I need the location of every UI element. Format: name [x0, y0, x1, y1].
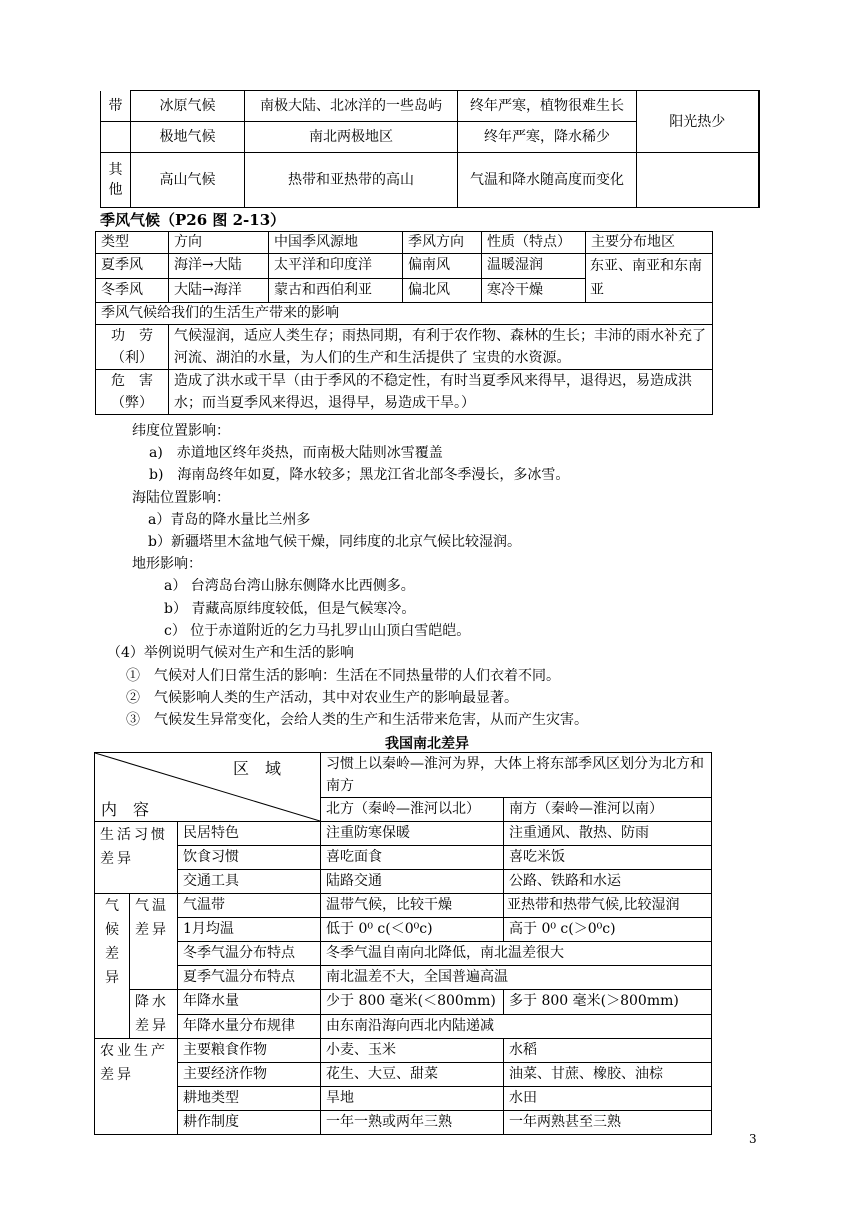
south-header: 南方（秦岭—淮河以南）: [504, 798, 712, 822]
sea-title: 海陆位置影响：: [132, 490, 230, 506]
south-value: 一年两熟甚至三熟: [504, 1111, 712, 1135]
group-cell: [101, 122, 131, 153]
terrain-title: 地形影响：: [132, 556, 202, 572]
table-cell: 偏南风: [403, 254, 482, 279]
item-label: 年降水量: [178, 990, 321, 1015]
north-value: 喜吃面食: [321, 846, 504, 870]
group-life: 生活习惯差异: [95, 822, 178, 894]
header-cell: 类型: [96, 232, 169, 254]
item-label: 年降水量分布规律: [178, 1014, 321, 1039]
list-item-3: ③ 气候发生异常变化，会给人类的生产和生活带来危害，从而产生灾害。: [126, 712, 588, 728]
region-label: 区 域: [233, 759, 282, 778]
group-precipitation: 降水差异: [130, 990, 178, 1039]
climate-feature: 终年严寒，植物很难生长: [458, 91, 637, 122]
item-label: 民居特色: [178, 822, 321, 846]
north-value: 注重防寒保暖: [321, 822, 504, 846]
climate-name: 高山气候: [131, 153, 245, 208]
terrain-item-b: b） 青藏高原纬度较低，但是气候寒冷。: [164, 601, 416, 617]
terrain-item-a: a） 台湾岛台湾山脉东侧降水比西侧多。: [164, 578, 415, 594]
item-label: 夏季气温分布特点: [178, 966, 321, 990]
table-cell: 海洋→大陆: [169, 254, 269, 279]
item-label: 饮食习惯: [178, 846, 321, 870]
harm-text: 造成了洪水或干旱（由于季风的不稳定性，有时当夏季风来得早，退得迟，易造成洪水；而当夏季风来得迟，退得早，易造成干旱。）: [169, 370, 713, 415]
table-cell: 偏北风: [403, 278, 482, 303]
item-label: 气温带: [178, 894, 321, 918]
group-agriculture: 农业生产差异: [95, 1039, 178, 1135]
climate-feature: 终年严寒，降水稀少: [458, 122, 637, 153]
item-label: 主要经济作物: [178, 1063, 321, 1087]
table-cell: 大陆→海洋: [169, 278, 269, 303]
south-value: 水田: [504, 1087, 712, 1111]
south-value: 高于 0⁰ c(＞0⁰c): [504, 918, 712, 942]
table-cell: 蒙古和西伯利亚: [269, 278, 403, 303]
north-value: 温带气候，比较干燥: [321, 894, 504, 918]
page-number: 3: [749, 1132, 757, 1146]
section-4-heading: （4）举例说明气候对生产和生活的影响: [107, 645, 354, 661]
north-value: 花生、大豆、甜菜: [321, 1063, 504, 1087]
north-value: 低于 0⁰ c(＜0⁰c): [321, 918, 504, 942]
north-south-table: [94, 752, 712, 1135]
item-label: 1月均温: [178, 918, 321, 942]
header-cell: 性质（特点）: [482, 232, 586, 254]
list-item-2: ② 气候影响人类的生产活动，其中对农业生产的影响最显著。: [126, 690, 518, 706]
benefit-text: 气候湿润，适应人类生存；雨热同期，有利于农作物、森林的生长；丰沛的雨水补充了河流、湖泊的水量，为人们的生产和生活提供了 宝贵的水资源。: [169, 325, 713, 370]
climate-region: 南极大陆、北冰洋的一些岛屿: [245, 91, 458, 122]
latitude-title: 纬度位置影响：: [132, 423, 230, 439]
header-cell: 方向: [169, 232, 269, 254]
header-cell: 主要分布地区: [586, 232, 713, 254]
empty-cell: [637, 153, 759, 208]
north-value: 旱地: [321, 1087, 504, 1111]
table-cell: 太平洋和印度洋: [269, 254, 403, 279]
table-cell: 寒冷干燥: [482, 278, 586, 303]
item-label: 冬季气温分布特点: [178, 942, 321, 966]
item-label: 交通工具: [178, 870, 321, 894]
monsoon-heading: 季风气候（P26 图 2-13）: [100, 211, 286, 229]
monsoon-table: [95, 231, 713, 415]
south-value: 喜吃米饭: [504, 846, 712, 870]
list-item-1: ① 气候对人们日常生活的影响：生活在不同热量带的人们衣着不同。: [126, 668, 560, 684]
item-label: 耕作制度: [178, 1111, 321, 1135]
shared-value: 由东南沿海向西北内陆递减: [321, 1014, 712, 1039]
climate-feature: 气温和降水随高度而变化: [458, 153, 637, 208]
north-header: 北方（秦岭—淮河以北）: [321, 798, 504, 822]
climate-region: 南北两极地区: [245, 122, 458, 153]
north-value: 少于 800 毫米(＜800mm): [321, 990, 504, 1015]
group-cell: 其他: [101, 153, 131, 208]
climate-name: 冰原气候: [131, 91, 245, 122]
north-value: 一年一熟或两年三熟: [321, 1111, 504, 1135]
climate-name: 极地气候: [131, 122, 245, 153]
sea-item-a: a）青岛的降水量比兰州多: [148, 512, 311, 528]
terrain-item-c: c） 位于赤道附近的乞力马扎罗山山顶白雪皑皑。: [164, 623, 471, 639]
south-value: 水稻: [504, 1039, 712, 1063]
south-value: 油菜、甘蔗、橡胶、油棕: [504, 1063, 712, 1087]
content-label: 内 容: [101, 800, 150, 819]
climate-cause: 阳光热少: [637, 91, 759, 153]
ns-table-title: 我国南北差异: [385, 736, 469, 752]
header-cell: 中国季风源地: [269, 232, 403, 254]
shared-value: 南北温差不大，全国普遍高温: [321, 966, 712, 990]
south-value: 公路、铁路和水运: [504, 870, 712, 894]
group-temperature: 气温差异: [130, 894, 178, 990]
latitude-item-a: a) 赤道地区终年炎热，而南极大陆则冰雪覆盖: [149, 445, 443, 461]
table-cell: 冬季风: [96, 278, 169, 303]
boundary-text: 习惯上以秦岭—淮河为界，大体上将东部季风区划分为北方和南方: [321, 753, 712, 798]
latitude-item-b: b) 海南岛终年如夏，降水较多；黑龙江省北部冬季漫长，多冰雪。: [149, 467, 570, 483]
benefit-label: 功 劳（利）: [96, 325, 169, 370]
table-cell: 温暖湿润: [482, 254, 586, 279]
header-diagonal-cell: [95, 753, 321, 822]
table-cell: 夏季风: [96, 254, 169, 279]
north-value: 小麦、玉米: [321, 1039, 504, 1063]
item-label: 主要粮食作物: [178, 1039, 321, 1063]
shared-value: 冬季气温自南向北降低，南北温差很大: [321, 942, 712, 966]
south-value: 多于 800 毫米(＞800mm): [504, 990, 712, 1015]
item-label: 耕地类型: [178, 1087, 321, 1111]
impact-title: 季风气候给我们的生活生产带来的影响: [96, 303, 713, 325]
distribution-cell: 东亚、南亚和东南亚: [586, 254, 713, 303]
climate-type-table: [100, 90, 760, 208]
climate-region: 热带和亚热带的高山: [245, 153, 458, 208]
south-value: 注重通风、散热、防雨: [504, 822, 712, 846]
south-value: 亚热带和热带气候,比较湿润: [504, 894, 712, 918]
harm-label: 危 害（弊）: [96, 370, 169, 415]
group-climate: 气候差异: [95, 894, 130, 1039]
header-cell: 季风方向: [403, 232, 482, 254]
group-cell: 带: [101, 91, 131, 122]
north-value: 陆路交通: [321, 870, 504, 894]
sea-item-b: b）新疆塔里木盆地气候干燥，同纬度的北京气候比较湿润。: [148, 534, 521, 550]
